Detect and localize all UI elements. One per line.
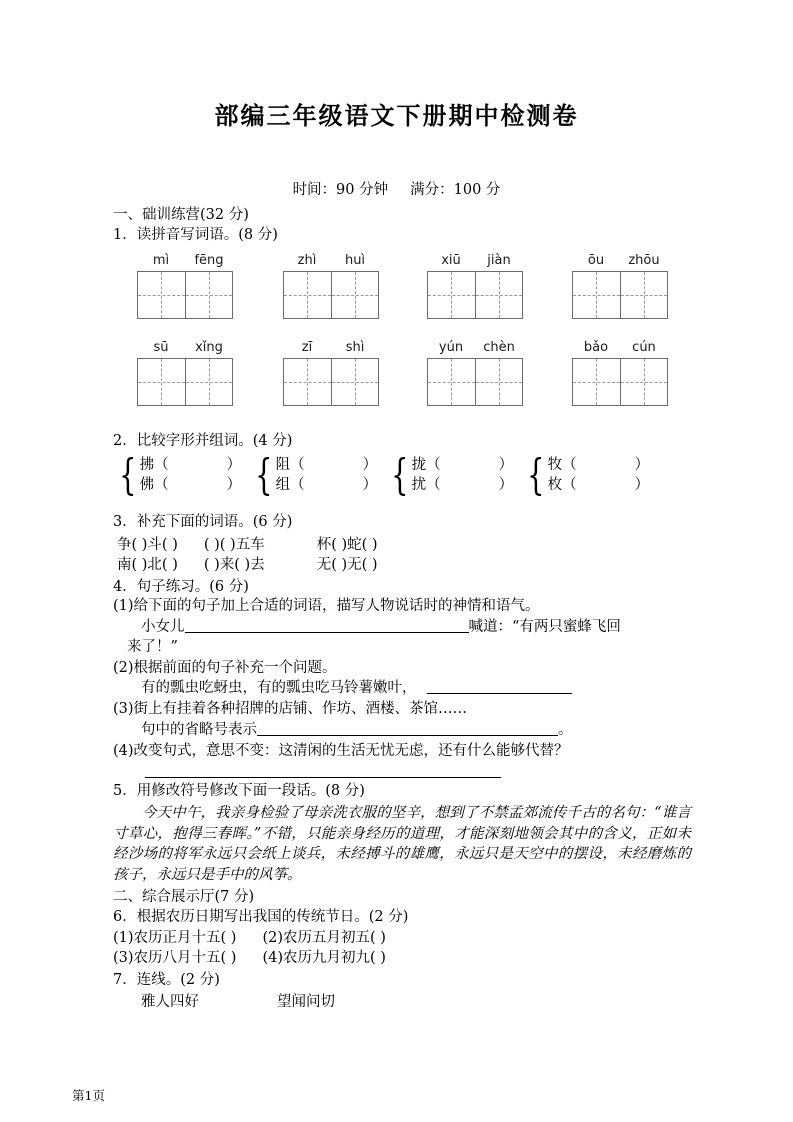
tianzige-cell[interactable]	[428, 272, 475, 318]
brace-row-bottom[interactable]	[548, 475, 650, 495]
pinyin-syllable: chèn	[483, 340, 515, 355]
pinyin-label	[427, 340, 523, 355]
pinyin-syllable: zhōu	[628, 253, 660, 268]
pinyin-syllable: sū	[153, 340, 169, 355]
pinyin-syllable: huì	[344, 253, 366, 268]
answer-blank[interactable]	[257, 721, 558, 736]
pinyin-syllable: yún	[438, 340, 464, 355]
tianzige-cell[interactable]	[138, 359, 185, 405]
pinyin-syllable: cún	[632, 340, 656, 355]
curly-brace-icon: {	[527, 450, 545, 500]
sentence-suffix: 。	[558, 722, 573, 738]
brace-row-top[interactable]	[548, 455, 650, 475]
answer-blank[interactable]	[427, 679, 572, 694]
brace-row-bottom[interactable]	[140, 475, 242, 495]
pinyin-syllable: ōu	[587, 253, 605, 268]
tianzige-cell[interactable]	[475, 359, 522, 405]
pinyin-group-2-3	[427, 340, 523, 406]
pinyin-syllable: mì	[152, 253, 170, 268]
char-label: 拢（	[411, 457, 441, 473]
idiom-blank-b[interactable]: ( )来( )去	[203, 557, 265, 573]
brace-group-1	[117, 450, 242, 500]
paren-close: ）	[634, 457, 650, 473]
festival-blank-3[interactable]: (3)农历八月十五( )	[113, 950, 237, 966]
tianzige-cell[interactable]	[284, 359, 331, 405]
brace-group-3	[389, 450, 514, 500]
tianzige-cell[interactable]	[620, 359, 667, 405]
pinyin-syllable: zī	[301, 340, 313, 355]
sentence-prefix: 句中的省略号表示	[141, 722, 257, 738]
pinyin-group-2-1	[137, 340, 233, 406]
brace-row-bottom[interactable]	[276, 475, 378, 495]
pinyin-syllable: bǎo	[583, 340, 609, 355]
q7-heading: 7．连线。(2 分)	[113, 972, 220, 988]
brace-row-top[interactable]	[140, 455, 242, 475]
exam-total-score: 满分：100 分	[410, 182, 501, 198]
pinyin-syllable: jiàn	[487, 253, 511, 268]
char-label: 牧（	[547, 457, 577, 473]
paren-close: ）	[362, 457, 378, 473]
pinyin-group-1-4	[572, 253, 668, 319]
section-two-heading: 二、综合展示厅(7 分)	[113, 889, 255, 905]
pinyin-syllable: fēng	[194, 253, 224, 268]
q7-match-row[interactable]	[141, 993, 335, 1012]
pinyin-syllable: shì	[345, 340, 365, 355]
q4-item-2-body[interactable]	[141, 679, 572, 698]
q6-heading: 6．根据农历日期写出我国的传统节日。(2 分)	[113, 909, 409, 925]
curly-brace-icon: {	[391, 450, 409, 500]
char-label: 拂（	[139, 457, 169, 473]
pinyin-group-1-2	[283, 253, 379, 319]
answer-blank[interactable]	[185, 618, 469, 633]
idiom-blank-c[interactable]: 杯( )蛇( )	[316, 537, 378, 553]
paren-close: ）	[634, 477, 650, 493]
section-one-heading: 一、础训练营(32 分)	[113, 207, 249, 223]
pinyin-group-1-1	[137, 253, 233, 319]
pinyin-syllable: zhì	[297, 253, 317, 268]
char-label: 扰（	[411, 477, 441, 493]
q3-row-2[interactable]	[117, 556, 378, 575]
q6-row-2[interactable]	[113, 949, 386, 968]
pinyin-syllable: xiū	[441, 253, 461, 268]
q1-heading: 1．读拼音写词语。(8 分)	[113, 227, 278, 243]
idiom-blank-a[interactable]: 争( )斗( )	[117, 537, 178, 553]
curly-brace-icon: {	[119, 450, 137, 500]
idiom-blank-a[interactable]: 南( )北( )	[117, 557, 178, 573]
q5-paragraph[interactable]: 今天中午，我亲身检验了母亲洗衣服的坚辛，想到了不禁孟郊流传千古的名句：“谁言寸草心，抱得三春晖。”不错，只能亲身经历的道理，才能深刻地领会其中的含义，正如未经沙场的将军永远只会纸上谈兵，未经搏斗的雄鹰，永远只是天空中的摆设，未经磨炼的孩子，永远只是手中的风筝。	[113, 805, 691, 883]
pinyin-label	[283, 340, 379, 355]
tianzige-cell[interactable]	[284, 272, 331, 318]
q6-row-1[interactable]	[113, 929, 386, 948]
brace-row-top[interactable]	[276, 455, 378, 475]
match-left-item[interactable]: 雅人四好	[141, 994, 199, 1010]
char-label: 阻（	[275, 457, 305, 473]
tianzige-cell[interactable]	[475, 272, 522, 318]
pinyin-label	[572, 253, 668, 268]
q4-item-1-body[interactable]	[141, 618, 621, 637]
tianzige-cell[interactable]	[185, 359, 232, 405]
page-footer: 第1页	[72, 1088, 105, 1103]
paren-close: ）	[226, 477, 242, 493]
paren-close: ）	[498, 477, 514, 493]
tianzige-box[interactable]	[427, 358, 523, 406]
tianzige-cell[interactable]	[620, 272, 667, 318]
pinyin-group-2-2	[283, 340, 379, 406]
tianzige-box[interactable]	[283, 271, 379, 319]
tianzige-box[interactable]	[283, 358, 379, 406]
q4-item-2-prompt: (2)根据前面的句子补充一个问题。	[113, 660, 337, 676]
festival-blank-1[interactable]: (1)农历正月十五( )	[113, 930, 237, 946]
q4-item-1-body-line2: 来了！”	[127, 639, 178, 655]
brace-row-bottom[interactable]	[412, 475, 514, 495]
curly-brace-icon: {	[255, 450, 273, 500]
tianzige-box[interactable]	[137, 271, 233, 319]
q4-item-3-body[interactable]	[141, 721, 573, 740]
tianzige-cell[interactable]	[428, 359, 475, 405]
pinyin-label	[283, 253, 379, 268]
sentence-suffix: 喊道：“有两只蜜蜂飞回	[468, 619, 621, 635]
festival-blank-4[interactable]: (4)农历九月初九( )	[262, 950, 386, 966]
tianzige-cell[interactable]	[573, 359, 620, 405]
pinyin-label	[137, 340, 233, 355]
tianzige-cell[interactable]	[331, 272, 378, 318]
q3-row-1[interactable]	[117, 536, 378, 555]
paren-close: ）	[498, 457, 514, 473]
char-label: 组（	[275, 477, 305, 493]
paren-close: ）	[226, 457, 242, 473]
tianzige-cell[interactable]	[331, 359, 378, 405]
q2-heading: 2．比较字形并组词。(4 分)	[113, 433, 293, 449]
tianzige-box[interactable]	[137, 358, 233, 406]
paren-close: ）	[362, 477, 378, 493]
sentence-prefix: 有的瓢虫吃蚜虫，有的瓢虫吃马铃薯嫩叶，	[141, 680, 417, 696]
q3-heading: 3．补充下面的词语。(6 分)	[113, 514, 293, 530]
tianzige-cell[interactable]	[185, 272, 232, 318]
tianzige-cell[interactable]	[138, 272, 185, 318]
festival-blank-2[interactable]: (2)农历五月初五( )	[262, 930, 386, 946]
page-title: 部编三年级语文下册期中检测卷	[214, 102, 579, 130]
sentence-prefix: 小女儿	[141, 619, 185, 635]
tianzige-box[interactable]	[572, 358, 668, 406]
tianzige-box[interactable]	[572, 271, 668, 319]
pinyin-label	[572, 340, 668, 355]
brace-row-top[interactable]	[412, 455, 514, 475]
q5-heading: 5．用修改符号修改下面一段话。(8 分)	[113, 783, 365, 799]
q4-item-1-prompt: (1)给下面的句子加上合适的词语，描写人物说话时的神情和语气。	[113, 598, 540, 614]
brace-group-2	[253, 450, 378, 500]
pinyin-group-1-3	[427, 253, 523, 319]
q4-item-3-prompt: (3)街上有挂着各种招牌的店铺、作坊、酒楼、茶馆……	[113, 701, 468, 717]
q4-item-4-answer-blank[interactable]	[145, 777, 501, 778]
char-label: 枚（	[547, 477, 577, 493]
q4-heading: 4．句子练习。(6 分)	[113, 579, 249, 595]
pinyin-syllable: xǐng	[195, 340, 223, 355]
exam-meta	[0, 178, 793, 199]
brace-group-4	[525, 450, 650, 500]
exam-time: 时间：90 分钟	[292, 182, 389, 198]
tianzige-box[interactable]	[427, 271, 523, 319]
char-label: 佛（	[139, 477, 169, 493]
tianzige-cell[interactable]	[573, 272, 620, 318]
pinyin-label	[427, 253, 523, 268]
pinyin-label	[137, 253, 233, 268]
match-right-item[interactable]: 望闻问切	[277, 994, 335, 1010]
idiom-blank-b[interactable]: ( )( )五车	[203, 537, 265, 553]
idiom-blank-c[interactable]: 无( )无( )	[316, 557, 378, 573]
q4-item-4-prompt: (4)改变句式，意思不变：这清闲的生活无忧无虑，还有什么能够代替？	[113, 743, 569, 759]
pinyin-group-2-4	[572, 340, 668, 406]
